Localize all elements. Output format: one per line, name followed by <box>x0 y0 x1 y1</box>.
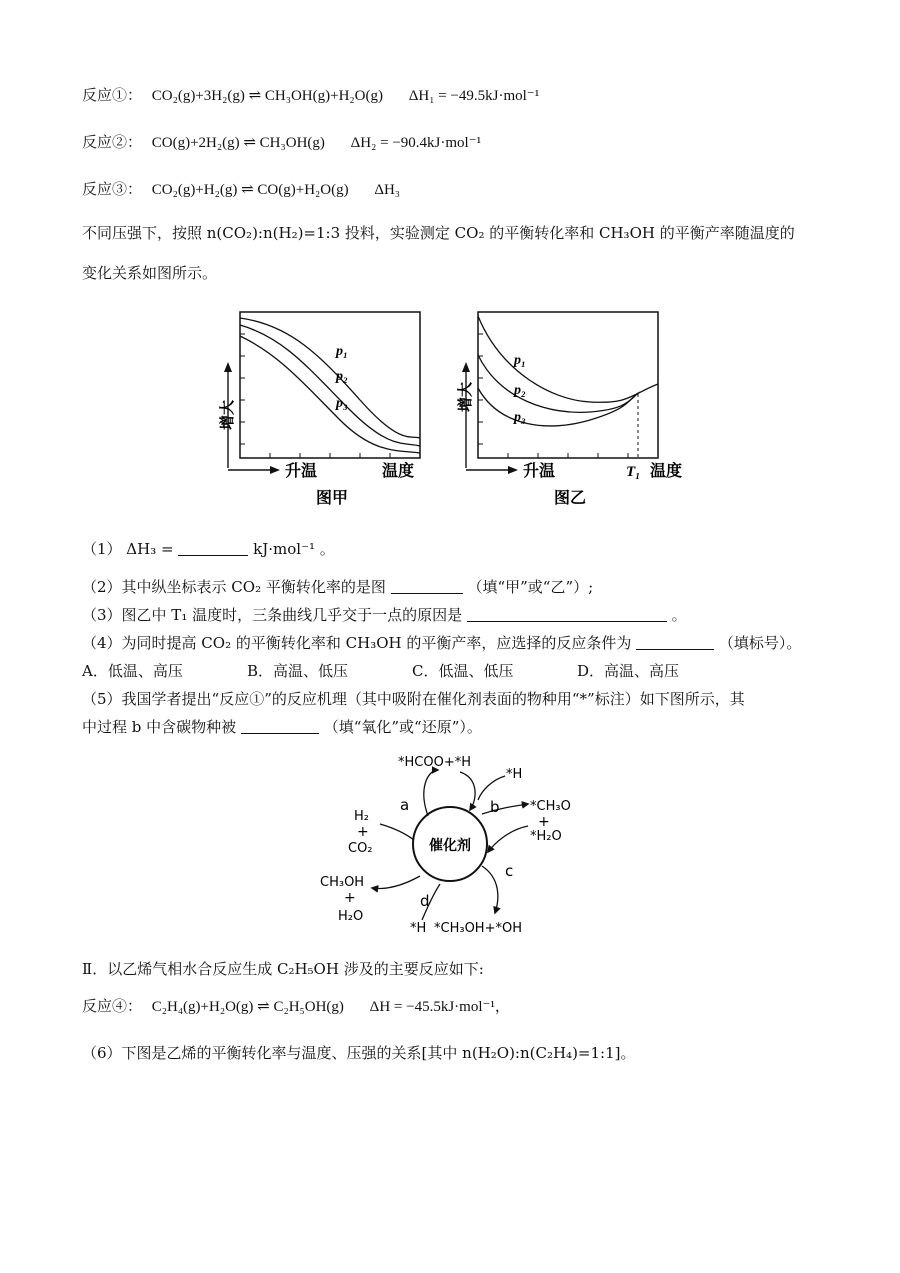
figure-right-curve-p3 <box>478 388 638 426</box>
intro-line-1: 不同压强下，按照 n(CO₂):n(H₂)=1:3 投料，实验测定 CO₂ 的平衡转化率和 CH₃OH 的平衡产率随温度的 <box>82 224 795 242</box>
reaction-3-label: 反应③： <box>82 182 143 198</box>
mech-co2: CO₂ <box>348 841 373 856</box>
question-4-options <box>82 660 742 681</box>
mech-plus-1: + <box>538 814 550 830</box>
question-5-text: 中过程 b 中含碳物种被 <box>82 718 237 736</box>
question-2-hint: （填“甲”或“乙”）; <box>467 578 594 596</box>
figure-right-curve-p1 <box>478 316 658 402</box>
figure-right-ylabel: 增大 <box>456 381 474 412</box>
reaction-1 <box>82 84 539 105</box>
question-1-unit: kJ·mol⁻¹ 。 <box>253 540 335 558</box>
question-2 <box>82 576 593 597</box>
reaction-4 <box>82 995 510 1016</box>
reaction-3-enthalpy: ΔH₃ <box>374 182 401 198</box>
figure-right-x-arrowhead <box>508 466 518 474</box>
question-1-text: （1） ΔH₃ = <box>82 540 174 558</box>
mech-top-species: *HCOO+*H <box>398 755 471 770</box>
question-3-blank[interactable] <box>467 607 667 622</box>
question-2-text: （2）其中纵坐标表示 CO₂ 平衡转化率的是图 <box>82 578 386 596</box>
question-4-hint: （填标号）。 <box>718 634 802 652</box>
question-4-blank[interactable] <box>636 635 714 650</box>
figure-right-xlabel-1: 升温 <box>523 461 556 480</box>
figure-right-ticks <box>478 334 628 458</box>
mech-step-a: a <box>400 796 410 814</box>
figure-left-x-arrowhead <box>270 466 280 474</box>
mech-ch3oh: CH₃OH <box>320 875 365 890</box>
figure-left-curve-p3 <box>240 336 420 453</box>
question-5-blank[interactable] <box>241 719 319 734</box>
catalyst-label: 催化剂 <box>429 838 471 854</box>
arrow-a-in <box>380 824 414 840</box>
mech-b-h: *H <box>506 767 523 782</box>
figure-right-label-p3: p₃ <box>514 410 526 425</box>
reaction-1-enthalpy: ΔH₁ = −49.5kJ·mol⁻¹ <box>408 88 540 104</box>
figure-left-ticks <box>240 334 390 458</box>
question-2-blank[interactable] <box>391 579 463 594</box>
mech-h2: H₂ <box>354 809 369 824</box>
mech-h2o: H₂O <box>338 909 364 924</box>
mech-ch3o: *CH₃O <box>530 799 571 814</box>
option-d[interactable]: D．高温、高压 <box>577 662 680 680</box>
question-4-text: （4）为同时提高 CO₂ 的平衡转化率和 CH₃OH 的平衡产率，应选择的反应条件为 <box>82 634 632 652</box>
figure-right-y-arrowhead <box>462 362 470 372</box>
mech-plus-3: + <box>344 890 356 906</box>
reaction-3-equation: CO₂(g)+H₂(g) ⇌ CO(g)+H₂O(g) <box>151 182 349 198</box>
arrow-c-out <box>482 866 498 913</box>
mech-step-c: c <box>505 862 514 880</box>
figure-right-caption: 图乙 <box>554 488 587 507</box>
figure-right-frame <box>478 312 658 458</box>
question-5-cont <box>82 716 482 737</box>
reaction-2-label: 反应②： <box>82 135 143 151</box>
figure-right-t1-label: T₁ <box>626 464 641 480</box>
mech-plus-2: + <box>357 824 369 840</box>
figure-left-xlabel-1: 升温 <box>285 461 318 480</box>
question-5: （5）我国学者提出“反应①”的反应机理（其中吸附在催化剂表面的物种用“*”标注）如下图所示，其 <box>82 690 745 708</box>
reaction-2-equation: CO(g)+2H₂(g) ⇌ CH₃OH(g) <box>151 135 325 151</box>
arrow-b-in <box>460 772 475 810</box>
question-1 <box>82 538 335 559</box>
option-b[interactable]: B．高温、低压 <box>247 662 349 680</box>
reaction-1-equation: CO₂(g)+3H₂(g) ⇌ CH₃OH(g)+H₂O(g) <box>151 88 383 104</box>
arrow-b-out <box>482 804 528 814</box>
question-1-blank[interactable] <box>178 541 248 556</box>
reaction-4-equation: C₂H₄(g)+H₂O(g) ⇌ C₂H₅OH(g) <box>151 999 344 1015</box>
question-3-end: 。 <box>671 606 687 624</box>
figure-graphs <box>210 300 700 512</box>
figure-left-label-p1: p₁ <box>336 344 348 359</box>
figure-left-y-arrowhead <box>224 362 232 372</box>
reaction-4-label: 反应④： <box>82 999 143 1015</box>
reaction-1-label: 反应①： <box>82 88 143 104</box>
reaction-2-enthalpy: ΔH₂ = −90.4kJ·mol⁻¹ <box>350 135 482 151</box>
mech-step-b: b <box>490 798 500 816</box>
question-3 <box>82 604 687 625</box>
figure-right-curve-p2 <box>478 355 640 412</box>
part2-title: Ⅱ．以乙烯气相水合反应生成 C₂H₅OH 涉及的主要反应如下: <box>82 960 484 978</box>
figure-left-frame <box>240 312 420 458</box>
mech-bottom-species: *CH₃OH+*OH <box>434 921 522 936</box>
arrow-b-h <box>478 776 505 800</box>
option-c[interactable]: C．低温、低压 <box>412 662 514 680</box>
question-5-hint: （填“氧化”或“还原”）。 <box>323 718 482 736</box>
figure-right-label-p2: p₂ <box>514 383 526 398</box>
mechanism-diagram <box>310 748 571 943</box>
mech-h2o-star: *H₂O <box>530 829 562 844</box>
figure-left-curve-p2 <box>240 325 420 446</box>
figure-left-label-p2: p₂ <box>336 369 348 384</box>
intro-line-2: 变化关系如图所示。 <box>82 264 218 282</box>
question-6: （6）下图是乙烯的平衡转化率与温度、压强的关系[其中 n(H₂O):n(C₂H₄)=1:1]。 <box>82 1044 636 1062</box>
arrow-c-in <box>488 826 528 852</box>
figure-right-xlabel-2: 温度 <box>650 461 683 480</box>
mech-d-h: *H <box>410 921 427 936</box>
figure-left-xlabel-2: 温度 <box>382 461 415 480</box>
option-a[interactable]: A．低温、高压 <box>82 662 183 680</box>
reaction-3 <box>82 178 400 199</box>
figure-left-label-p3: p₃ <box>336 396 348 411</box>
reaction-2 <box>82 131 481 152</box>
arrow-d-out <box>372 876 420 889</box>
mech-step-d: d <box>420 892 430 910</box>
figure-left-caption: 图甲 <box>316 488 349 507</box>
question-3-text: （3）图乙中 T₁ 温度时，三条曲线几乎交于一点的原因是 <box>82 606 463 624</box>
figure-right-label-p1: p₁ <box>514 353 526 368</box>
figure-left-ylabel: 增大 <box>218 399 236 430</box>
reaction-4-enthalpy: ΔH = −45.5kJ·mol⁻¹， <box>369 999 510 1015</box>
question-4 <box>82 632 801 653</box>
